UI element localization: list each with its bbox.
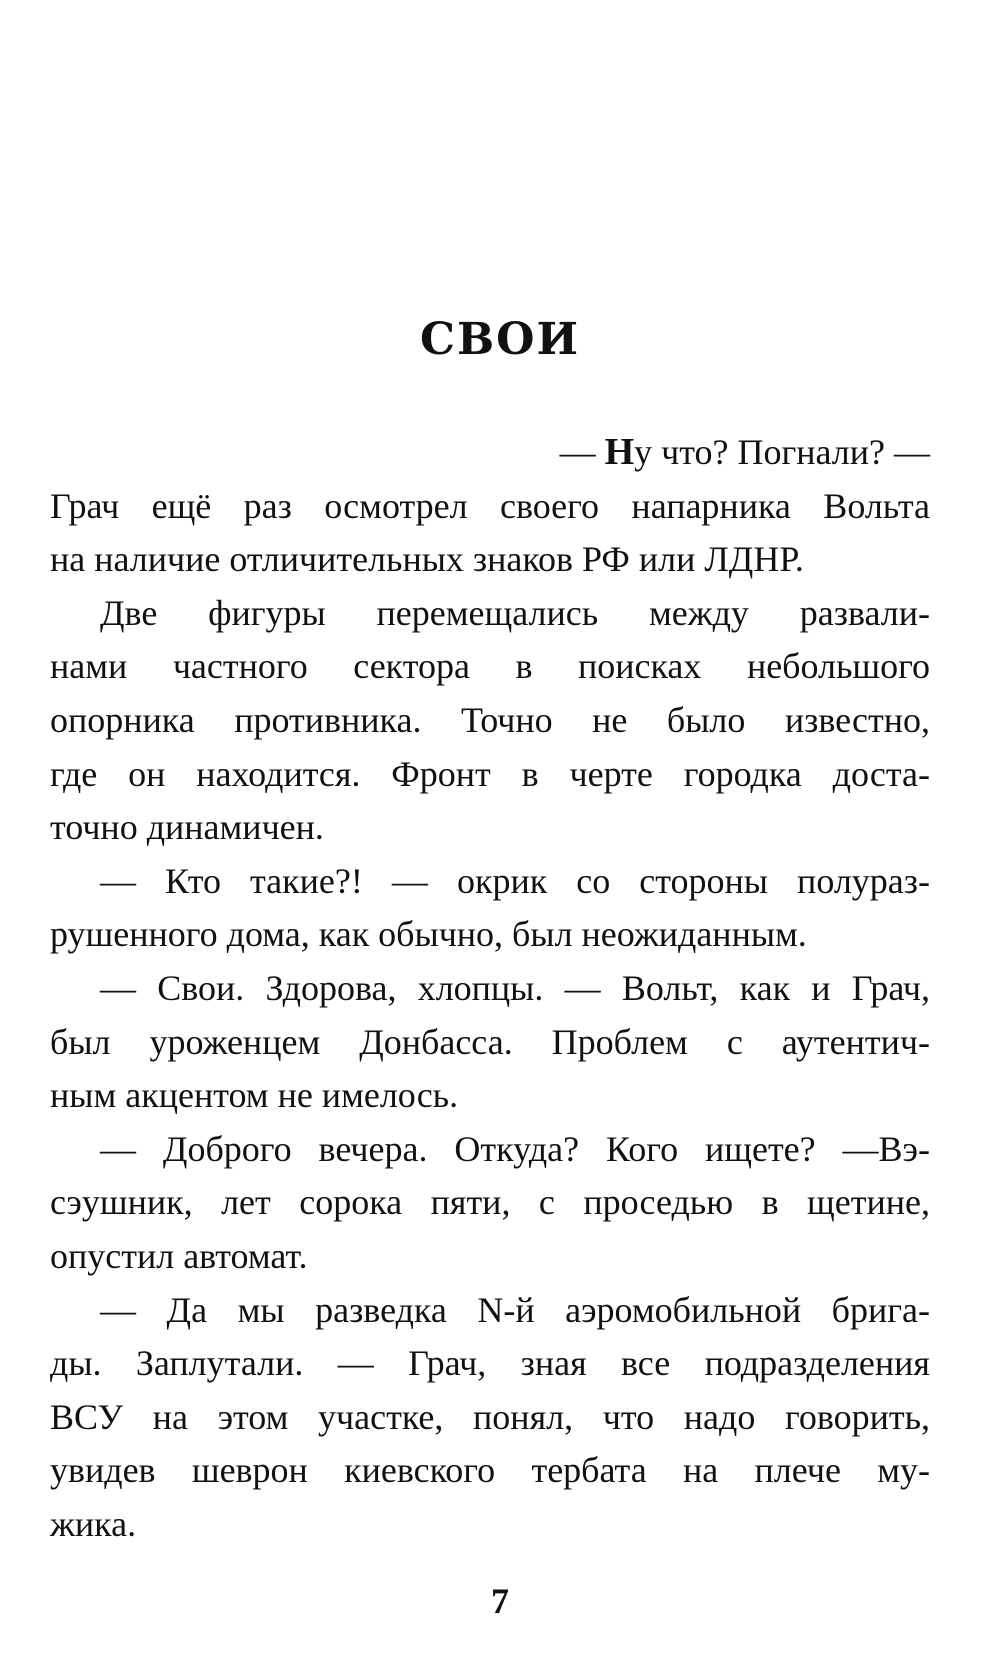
text-line: ным акцентом не имелось.	[50, 1075, 459, 1116]
text-line: жика.	[50, 1503, 137, 1544]
text-line: опустил автомат.	[50, 1235, 308, 1276]
text-line: — Да мы разведка N-й аэромобильной брига-	[100, 1289, 930, 1330]
text-line: нами частного сектора в поисках небольшого	[50, 646, 930, 687]
body-text	[50, 426, 930, 1551]
text-line: увидев шеврон киевского тербата на плече му-	[50, 1450, 930, 1491]
text-line: где он находится. Фронт в черте городка доста-	[50, 753, 930, 794]
text-line: Две фигуры перемещались между развали-	[100, 592, 930, 633]
text-line: опорника противника. Точно не было известно,	[50, 699, 930, 740]
text-line: ВСУ на этом участке, понял, что надо говорить,	[50, 1396, 930, 1437]
text-line: на наличие отличительных знаков РФ или ЛДНР.	[50, 539, 804, 580]
opening-dash: —	[559, 432, 605, 472]
text-line: — Свои. Здорова, хлопцы. — Вольт, как и Грач,	[100, 967, 930, 1008]
drop-initial: Н	[604, 431, 635, 473]
text-line: Грач ещё раз осмотрел своего напарника Вольта	[50, 485, 930, 526]
text-line-opening	[50, 426, 930, 480]
text-line: рушенного дома, как обычно, был неожиданным.	[50, 914, 807, 955]
text-line: — Доброго вечера. Откуда? Кого ищете? —Вэ-	[100, 1128, 930, 1169]
text-line: сэушник, лет сорока пяти, с проседью в щетине,	[50, 1182, 930, 1223]
text-line: — Кто такие?! — окрик со стороны полураз-	[100, 860, 930, 901]
text-line: ды. Заплутали. — Грач, зная все подразделения	[50, 1343, 930, 1384]
text-line: точно динамичен.	[50, 807, 324, 848]
chapter-title: СВОИ	[419, 314, 581, 365]
text-line: был уроженцем Донбасса. Проблем с аутентич-	[50, 1021, 930, 1062]
opening-rest: у что? Погнали? —	[634, 432, 930, 472]
page-number: 7	[491, 1581, 509, 1621]
